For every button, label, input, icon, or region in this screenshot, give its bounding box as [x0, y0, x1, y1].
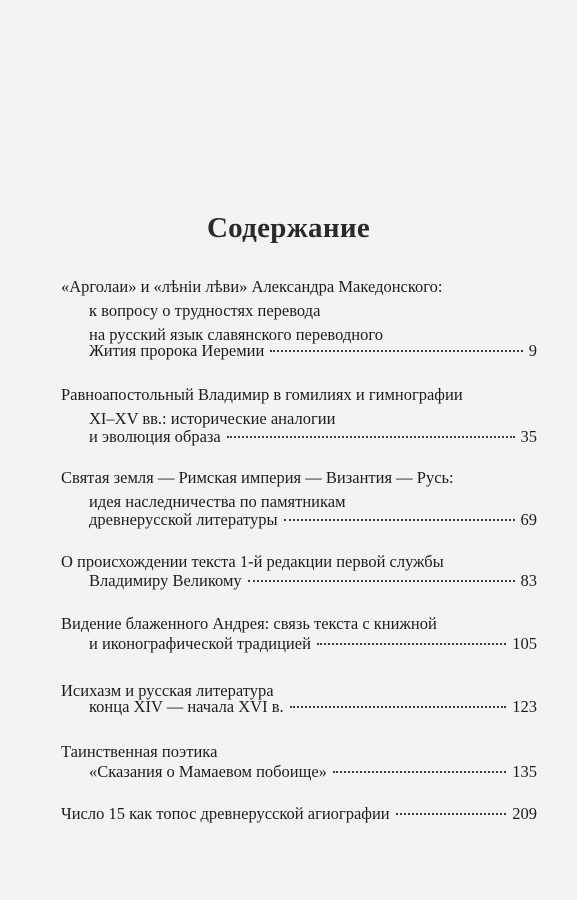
dot-leader	[270, 350, 522, 352]
toc-entry-7-last-line[interactable]	[89, 761, 537, 783]
dot-leader	[396, 813, 507, 815]
toc-entry-4-line-2: Владимиру Великому	[89, 571, 242, 590]
dot-leader	[284, 519, 515, 521]
toc-entry-2-last-line[interactable]	[89, 426, 537, 448]
toc-entry-1-line-2: к вопросу о трудностях перевода	[89, 301, 321, 320]
dot-leader	[333, 771, 506, 773]
toc-entry-3-last-line[interactable]	[89, 509, 537, 531]
toc-entry-5-last-line[interactable]	[89, 633, 537, 655]
toc-entry-6-line-2: конца XIV — начала XVI в.	[89, 697, 284, 716]
toc-entry-8-last-line[interactable]	[61, 803, 537, 825]
toc-entry-1-line-3: на русский язык славянского переводного	[89, 325, 383, 344]
toc-entry-7-line-1: Таинственная поэтика	[61, 742, 218, 761]
toc-entry-6-line-1: Исихазм и русская литература	[61, 681, 274, 700]
toc-entry-1-line-1: «Арголаи» и «лѣнiи лѣви» Александра Македонского:	[61, 277, 443, 296]
toc-entry-6-last-line[interactable]	[89, 696, 537, 718]
toc-entry-1-last-line[interactable]	[89, 340, 537, 362]
toc-entry-6-page: 123	[512, 697, 537, 716]
toc-entry-2-page: 35	[520, 427, 537, 446]
dot-leader	[290, 706, 507, 708]
toc-entry-7-line-2: «Сказания о Мамаевом побоище»	[89, 762, 327, 781]
toc-entry-2-line-2: XI–XV вв.: исторические аналогии	[89, 409, 336, 428]
toc-entry-3-page: 69	[520, 510, 537, 529]
toc-entry-5-page: 105	[512, 634, 537, 653]
toc-entry-1-line-4: Жития пророка Иеремии	[89, 341, 265, 360]
dot-leader	[248, 580, 515, 582]
toc-entry-3-line-2: идея наследничества по памятникам	[89, 492, 346, 511]
toc-entry-4-last-line[interactable]	[89, 570, 537, 592]
toc-entry-3-line-3: древнерусской литературы	[89, 510, 278, 529]
toc-entry-8-line-1: Число 15 как топос древнерусской агиографии	[61, 804, 390, 823]
toc-entry-5-line-1: Видение блаженного Андрея: связь текста с книжной	[61, 614, 437, 633]
toc-entry-2-line-1: Равноапостольный Владимир в гомилиях и гимнографии	[61, 385, 463, 404]
toc-entry-5-line-2: и иконографической традицией	[89, 634, 311, 653]
toc-entry-4-line-1: О происхождении текста 1-й редакции первой службы	[61, 552, 444, 571]
dot-leader	[317, 643, 506, 645]
toc-entry-3-line-1: Святая земля — Римская империя — Византия — Русь:	[61, 468, 454, 487]
toc-entry-8-page: 209	[512, 804, 537, 823]
toc-entry-7-page: 135	[512, 762, 537, 781]
dot-leader	[227, 436, 515, 438]
toc-entry-4-page: 83	[520, 571, 537, 590]
toc-entry-1-page: 9	[528, 341, 537, 360]
toc-entry-2-line-3: и эволюция образа	[89, 427, 221, 446]
page-title: Содержание	[206, 212, 371, 244]
